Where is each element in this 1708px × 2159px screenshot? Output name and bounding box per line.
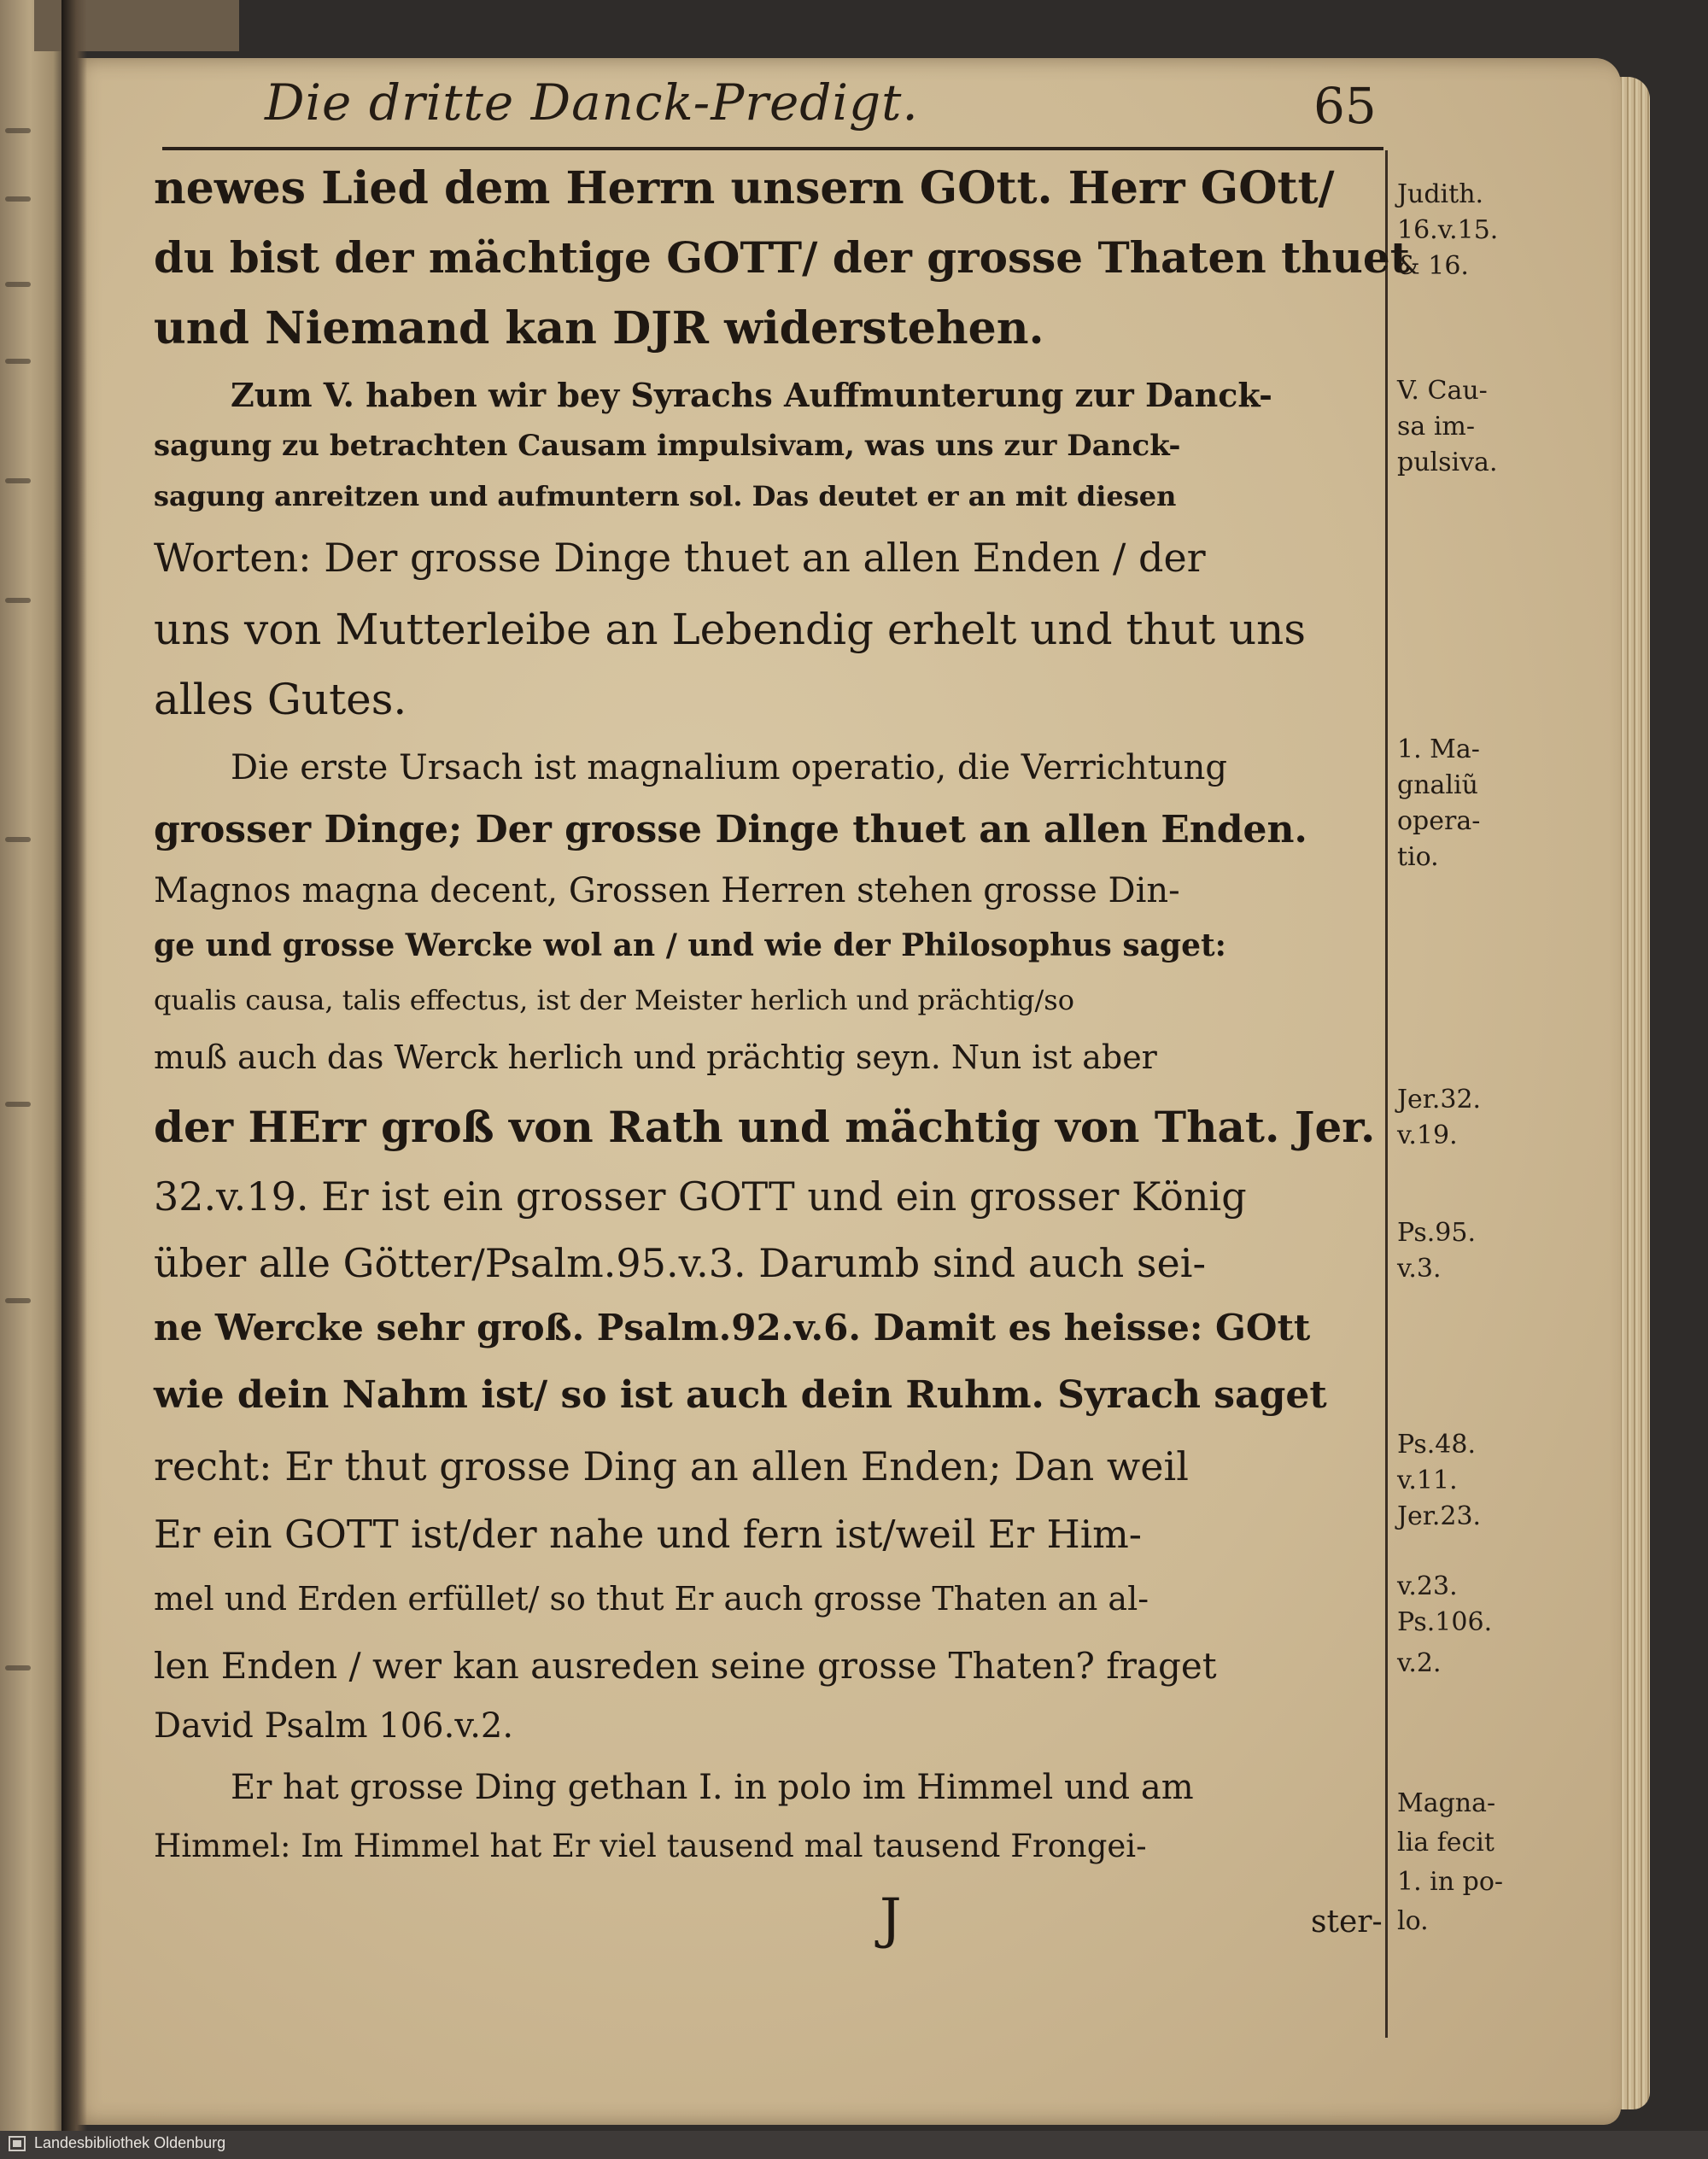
text-line: Himmel: Im Himmel hat Er viel tausend mal tausend Frongei- xyxy=(154,1828,1147,1864)
margin-note: Jer.23. xyxy=(1397,1501,1482,1531)
text-line: 32.v.19. Er ist ein grosser GOTT und ein grosser König xyxy=(154,1173,1247,1220)
text-line: sagung zu betrachten Causam impulsivam, was uns zur Danck- xyxy=(154,429,1181,463)
margin-note: 1. in po- xyxy=(1397,1867,1504,1897)
text-line: qualis causa, talis effectus, ist der Meister herlich und prächtig/so xyxy=(154,984,1074,1016)
margin-note: Judith. xyxy=(1397,179,1484,209)
margin-note: 16.v.15. xyxy=(1397,215,1499,245)
header-rule xyxy=(162,147,1383,150)
margin-note: tio. xyxy=(1397,842,1439,872)
text-line: und Niemand kan DJR widerstehen. xyxy=(154,302,1044,354)
text-line: len Enden / wer kan ausreden seine grosse Thaten? fraget xyxy=(154,1645,1217,1687)
margin-note: lo. xyxy=(1397,1906,1429,1936)
margin-note: v.19. xyxy=(1397,1120,1458,1150)
margin-note: gnaliũ xyxy=(1397,770,1478,800)
text-line: David Psalm 106.v.2. xyxy=(154,1706,514,1746)
text-line: wie dein Nahm ist/ so ist auch dein Ruhm. Syrach saget xyxy=(154,1373,1327,1417)
text-line: uns von Mutterleibe an Lebendig erhelt und thut uns xyxy=(154,605,1307,654)
text-line: newes Lied dem Herrn unsern GOtt. Herr GOtt/ xyxy=(154,162,1335,214)
book-gutter xyxy=(61,0,87,2131)
margin-note: v.23. xyxy=(1397,1571,1458,1601)
margin-note: Jer.32. xyxy=(1397,1085,1482,1115)
margin-note: Ps.106. xyxy=(1397,1607,1493,1637)
margin-note: 1. Ma- xyxy=(1397,734,1480,764)
text-line: Er hat grosse Ding gethan I. in polo im Himmel und am xyxy=(231,1768,1194,1807)
text-line: Zum V. haben wir bey Syrachs Auffmunterung zur Danck- xyxy=(231,376,1272,414)
margin-note: & 16. xyxy=(1397,251,1469,281)
catchword: ster- xyxy=(1311,1904,1383,1940)
footer-bar xyxy=(0,2131,1708,2159)
text-line: grosser Dinge; Der grosse Dinge thuet an allen Enden. xyxy=(154,808,1307,851)
text-line: über alle Götter/Psalm.95.v.3. Darumb sind auch sei- xyxy=(154,1240,1207,1286)
margin-note: opera- xyxy=(1397,806,1481,836)
text-line: du bist der mächtige GOTT/ der grosse Thaten thuet xyxy=(154,232,1410,283)
text-line: ne Wercke sehr groß. Psalm.92.v.6. Damit es heisse: GOtt xyxy=(154,1307,1311,1349)
signature-mark: J xyxy=(880,1887,902,1951)
text-line: Er ein GOTT ist/der nahe und fern ist/weil Er Him- xyxy=(154,1512,1142,1557)
text-line: recht: Er thut grosse Ding an allen Enden; Dan weil xyxy=(154,1443,1189,1489)
footer-credit: Landesbibliothek Oldenburg xyxy=(34,2134,226,2151)
margin-note: v.3. xyxy=(1397,1254,1442,1284)
book-page xyxy=(67,58,1621,2125)
text-line: Die erste Ursach ist magnalium operatio, die Verrichtung xyxy=(231,748,1227,787)
margin-note: lia fecit xyxy=(1397,1828,1494,1858)
text-line: der HErr groß von Rath und mächtig von That. Jer. xyxy=(154,1102,1376,1152)
margin-note: Ps.95. xyxy=(1397,1218,1477,1248)
running-title: Die dritte Danck-Predigt. xyxy=(265,73,919,132)
margin-note: pulsiva. xyxy=(1397,448,1498,477)
margin-note: V. Cau- xyxy=(1397,376,1488,406)
margin-note: Magna- xyxy=(1397,1788,1496,1818)
text-line: ge und grosse Wercke wol an / und wie der Philosophus saget: xyxy=(154,927,1226,963)
text-line: mel und Erden erfüllet/ so thut Er auch grosse Thaten an al- xyxy=(154,1580,1149,1618)
margin-column-rule xyxy=(1385,150,1388,2038)
text-line: Worten: Der grosse Dinge thuet an allen Enden / der xyxy=(154,535,1206,581)
margin-note: v.2. xyxy=(1397,1648,1442,1678)
margin-note: v.11. xyxy=(1397,1466,1458,1495)
margin-note: sa im- xyxy=(1397,412,1475,442)
text-line: alles Gutes. xyxy=(154,675,407,724)
margin-note: Ps.48. xyxy=(1397,1430,1477,1460)
text-line: Magnos magna decent, Grossen Herren stehen grosse Din- xyxy=(154,871,1180,910)
text-line: muß auch das Werck herlich und prächtig seyn. Nun ist aber xyxy=(154,1039,1157,1076)
left-page-edge xyxy=(0,0,67,2131)
library-logo-icon xyxy=(9,2136,26,2151)
page-number: 65 xyxy=(1313,77,1377,135)
text-line: sagung anreitzen und aufmuntern sol. Das deutet er an mit diesen xyxy=(154,480,1177,512)
